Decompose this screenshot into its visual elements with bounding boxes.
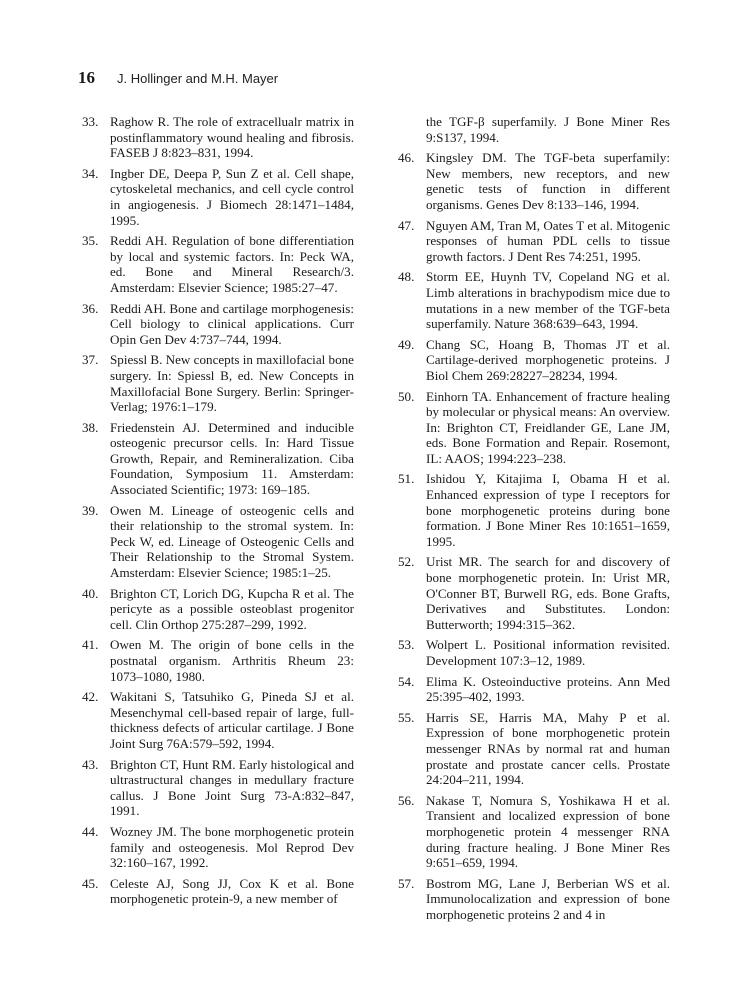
reference-number: 54. bbox=[398, 673, 415, 689]
reference-number: 43. bbox=[82, 756, 99, 772]
reference-text: Wolpert L. Positional information revisited. Development 107:3–12, 1989. bbox=[426, 637, 670, 668]
reference-text: Bostrom MG, Lane J, Berberian WS et al. Immunolocalization and expression of bone morphogenetic proteins 2 and 4 in bbox=[426, 875, 670, 922]
references-left-column bbox=[82, 114, 354, 912]
reference-text: Owen M. The origin of bone cells in the postnatal organism. Arthritis Rheum 23: 1073–1080, 1980. bbox=[110, 637, 354, 684]
reference-text: Reddi AH. Bone and cartilage morphogenesis: Cell biology to clinical applications. Curr Opin Gen Dev 4:737–744, 1994. bbox=[110, 300, 354, 347]
reference-entry bbox=[82, 757, 354, 819]
reference-entry bbox=[398, 876, 670, 923]
reference-entry bbox=[398, 471, 670, 549]
reference-number: 50. bbox=[398, 388, 415, 404]
reference-text: Harris SE, Harris MA, Mahy P et al. Expression of bone morphogenetic protein messenger RNAs by normal rat and human prostate and prostate cancer cells. Prostate 24:204–211, 1994. bbox=[426, 709, 670, 788]
reference-text: Owen M. Lineage of osteogenic cells and their relationship to the stromal system. In: Peck W, ed. Lineage of Osteogenic Cells and Their Relationship to the Stromal System. Amsterdam: Elsevier Science; 1985:1–25. bbox=[110, 502, 354, 581]
reference-number: 44. bbox=[82, 823, 99, 839]
reference-number: 55. bbox=[398, 709, 415, 725]
reference-text: Storm EE, Huynh TV, Copeland NG et al. Limb alterations in brachypodism mice due to mutations in a new member of the TGF-beta superfamily. Nature 368:639–643, 1994. bbox=[426, 269, 670, 332]
reference-text: Ishidou Y, Kitajima I, Obama H et al. Enhanced expression of type I receptors for bone morphogenetic proteins during bone formation. J Bone Miner Res 10:1651–1659, 1995. bbox=[426, 471, 670, 549]
reference-entry bbox=[82, 166, 354, 228]
reference-text: Friedenstein AJ. Determined and inducible osteogenic precursor cells. In: Hard Tissue Growth, Repair, and Remineralization. Ciba Foundation, Symposium 11. Amsterdam: Associated Scientific; 1973: 169–185. bbox=[110, 419, 354, 498]
reference-number: 42. bbox=[82, 689, 99, 705]
reference-text: Nguyen AM, Tran M, Oates T et al. Mitogenic responses of human PDL cells to tissue growth factors. J Dent Res 74:251, 1995. bbox=[426, 217, 670, 264]
reference-number: 45. bbox=[82, 875, 99, 891]
reference-text: Wozney JM. The bone morphogenetic protein family and osteogenesis. Mol Reprod Dev 32:160–167, 1992. bbox=[110, 823, 354, 871]
reference-text: Reddi AH. Regulation of bone differentiation by local and systemic factors. In: Peck WA, ed. Bone and Mineral Research/3. Amsterdam: Elsevier Science; 1985:27–47. bbox=[110, 233, 354, 295]
reference-entry bbox=[82, 689, 354, 751]
reference-entry bbox=[82, 352, 354, 414]
reference-entry bbox=[82, 824, 354, 871]
reference-number: 56. bbox=[398, 792, 415, 808]
reference-entry bbox=[82, 637, 354, 684]
reference-entry bbox=[398, 554, 670, 632]
reference-number: 46. bbox=[398, 150, 415, 166]
reference-number: 34. bbox=[82, 165, 99, 181]
reference-number: 51. bbox=[398, 471, 415, 487]
reference-number: 36. bbox=[82, 300, 99, 316]
reference-entry bbox=[398, 793, 670, 871]
reference-entry bbox=[398, 218, 670, 265]
reference-text: Brighton CT, Lorich DG, Kupcha R et al. The pericyte as a possible osteoblast progenitor cell. Clin Orthop 275:287–299, 1992. bbox=[110, 585, 354, 632]
reference-entry bbox=[398, 114, 670, 145]
reference-number: 47. bbox=[398, 217, 415, 233]
reference-text: Celeste AJ, Song JJ, Cox K et al. Bone morphogenetic protein-9, a new member of bbox=[110, 875, 354, 907]
reference-text: Elima K. Osteoinductive proteins. Ann Med 25:395–402, 1993. bbox=[426, 673, 670, 705]
reference-number: 33. bbox=[82, 114, 99, 129]
reference-text: Chang SC, Hoang B, Thomas JT et al. Cartilage-derived morphogenetic proteins. J Biol Chem 269:28227–28234, 1994. bbox=[426, 336, 670, 383]
references-right-column bbox=[398, 114, 670, 928]
reference-text: Raghow R. The role of extracellualr matrix in postinflammatory wound healing and fibrosis. FASEB J 8:823–831, 1994. bbox=[110, 114, 354, 161]
reference-number: 40. bbox=[82, 585, 99, 601]
reference-number: 53. bbox=[398, 637, 415, 653]
reference-entry bbox=[398, 337, 670, 384]
reference-text: Kingsley DM. The TGF-beta superfamily: New members, new receptors, and new genetic tests of function in different organisms. Genes Dev 8:133–146, 1994. bbox=[426, 150, 670, 212]
reference-text: Spiessl B. New concepts in maxillofacial bone surgery. In: Spiessl B, ed. New Concepts in Maxillofacial Bone Surgery. Berlin: Springer-Verlag; 1976:1–179. bbox=[110, 352, 354, 415]
reference-entry bbox=[398, 710, 670, 788]
page-header bbox=[78, 68, 278, 88]
reference-entry bbox=[398, 150, 670, 212]
reference-number: 49. bbox=[398, 336, 415, 352]
reference-entry bbox=[82, 503, 354, 581]
reference-number: 57. bbox=[398, 875, 415, 891]
reference-text: Wakitani S, Tatsuhiko G, Pineda SJ et al. Mesenchymal cell-based repair of large, full-thickness defects of articular cartilage. J Bone Joint Surg 76A:579–592, 1994. bbox=[110, 689, 354, 751]
reference-text: Einhorn TA. Enhancement of fracture healing by molecular or physical means: An overview. In: Brighton CT, Freidlander GE, Lane JM, eds. Bone Formation and Repair. Rosemont, IL: AAOS; 1994:223–238. bbox=[426, 388, 670, 466]
reference-text: Nakase T, Nomura S, Yoshikawa H et al. Transient and localized expression of bone morphogenetic protein 4 messenger RNA during fracture healing. J Bone Miner Res 9:651–659, 1994. bbox=[426, 792, 670, 871]
reference-entry bbox=[398, 269, 670, 331]
reference-text: the TGF-β superfamily. J Bone Miner Res 9:S137, 1994. bbox=[426, 114, 670, 145]
reference-number: 37. bbox=[82, 352, 99, 368]
reference-entry bbox=[398, 389, 670, 467]
page-number: 16 bbox=[78, 68, 95, 87]
reference-entry bbox=[82, 420, 354, 498]
reference-number: 52. bbox=[398, 554, 415, 570]
running-head: J. Hollinger and M.H. Mayer bbox=[117, 71, 279, 86]
reference-number: 39. bbox=[82, 502, 99, 518]
reference-entry bbox=[82, 586, 354, 633]
reference-text: Ingber DE, Deepa P, Sun Z et al. Cell shape, cytoskeletal mechanics, and cell cycle control in angiogenesis. J Biomech 28:1471–1484, 1995. bbox=[110, 165, 354, 228]
reference-entry bbox=[398, 637, 670, 668]
reference-entry bbox=[82, 233, 354, 295]
reference-entry bbox=[82, 876, 354, 907]
reference-entry bbox=[82, 114, 354, 161]
reference-number: 38. bbox=[82, 419, 99, 435]
reference-number: 41. bbox=[82, 637, 99, 653]
reference-number: 35. bbox=[82, 233, 99, 249]
reference-entry bbox=[82, 301, 354, 348]
reference-text: Brighton CT, Hunt RM. Early histological and ultrastructural changes in medullary fracture callus. J Bone Joint Surg 73-A:832–847, 1991. bbox=[110, 756, 354, 819]
reference-number: 48. bbox=[398, 269, 415, 285]
reference-text: Urist MR. The search for and discovery of bone morphogenetic protein. In: Urist MR, O'Conner BT, Burwell RG, eds. Bone Grafts, Derivatives and Substitutes. London: Butterworth; 1994:315–362. bbox=[426, 554, 670, 632]
reference-entry bbox=[398, 674, 670, 705]
